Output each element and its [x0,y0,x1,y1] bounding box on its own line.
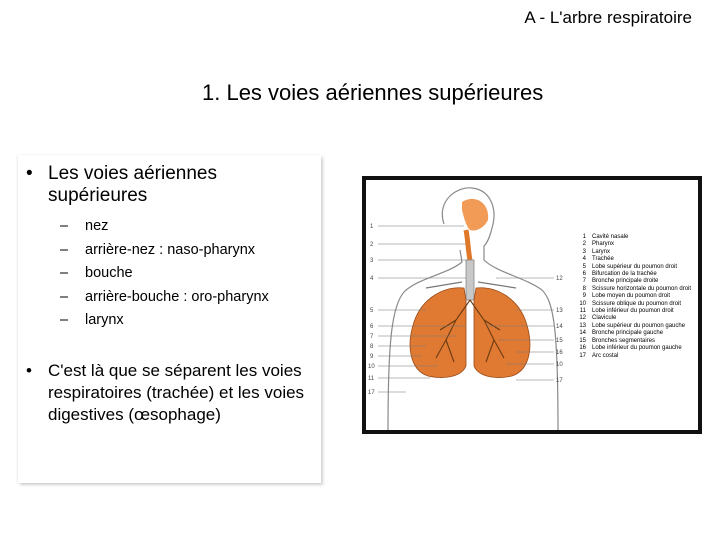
figure-label: 6 [370,324,374,330]
legend-number: 1 [582,234,586,240]
figure-legend [574,234,691,360]
legend-number: 5 [582,263,586,270]
bullet-text: C'est là que se séparent les voies respiratoires (trachée) et les voies digestives (œsophage) [48,361,305,424]
legend-label: Pharynx [592,241,615,248]
legend-number: 10 [579,300,586,307]
legend-row [574,338,691,345]
list-item-text: arrière-nez : naso-pharynx [85,241,256,258]
legend-number: 4 [582,256,586,263]
legend-row [574,241,691,248]
legend-row [574,353,691,360]
figure-label: 10 [368,364,375,370]
legend-label: Scissure horizontale du poumon droit [592,285,692,292]
figure-label: 8 [370,344,374,350]
legend-label: Lobe moyen du poumon droit [592,293,671,300]
legend-row [574,308,691,315]
trachea [466,260,474,300]
list-item-text: bouche [85,265,133,281]
slide-title: 1. Les voies aériennes supérieures [202,80,544,105]
pharynx [466,230,470,260]
legend-number: 6 [582,271,586,278]
legend-row [574,315,691,322]
legend-row [574,293,691,300]
legend-row [574,264,691,271]
figure-label: 17 [556,378,563,384]
section-title: A - L'arbre respiratoire [524,8,692,27]
legend-row [574,234,691,241]
list-item-text: nez [85,218,109,234]
legend-label: Clavicule [592,315,617,322]
respiratory-diagram [362,176,702,434]
legend-label: Larynx [592,248,611,255]
dash: – [60,241,69,258]
figure-label: 2 [370,242,374,248]
legend-number: 11 [579,308,586,315]
figure-label: 10 [556,362,563,368]
figure-label: 14 [556,324,563,330]
legend-label: Lobe supérieur du poumon droit [592,263,678,270]
legend-row [574,323,691,330]
legend-label: Lobe inférieur du poumon gauche [592,345,682,352]
legend-number: 2 [582,241,586,248]
dash: – [60,312,69,328]
legend-number: 15 [579,337,586,344]
legend-number: 17 [579,352,586,359]
figure-label: 16 [556,350,563,356]
legend-row [574,286,691,293]
figure-label: 13 [556,308,563,314]
figure-label: 15 [556,338,563,344]
dash: – [60,265,69,281]
legend-label: Bronche principale droite [592,278,659,285]
legend-row [574,256,691,263]
legend-number: 13 [579,322,586,329]
figure-label: 11 [368,376,375,382]
legend-label: Lobe inférieur du poumon droit [592,308,674,315]
bullet-dot: • [26,163,33,184]
figure-label: 4 [370,276,374,282]
legend-label: Scissure oblique du poumon droit [592,300,682,307]
figure-label: 9 [370,354,374,360]
legend-row [574,249,691,256]
legend-row [574,301,691,308]
legend-label: Bifurcation de la trachée [592,271,657,278]
nasal-airway [462,199,488,231]
legend-number: 7 [582,278,586,285]
legend-row [574,330,691,337]
legend-number: 14 [579,330,586,337]
bullet-text: Les voies aériennes supérieures [48,163,217,206]
figure-label: 1 [370,224,374,230]
legend-number: 3 [582,248,586,255]
legend-label: Arc costal [592,352,619,359]
figure-label: 7 [370,334,374,340]
legend-number: 9 [582,293,586,300]
legend-row [574,271,691,278]
legend-row [574,345,691,352]
legend-row [574,278,691,285]
figure-label: 12 [556,276,563,282]
bullet-dot: • [26,361,32,380]
legend-label: Cavité nasale [592,234,629,240]
dash: – [60,218,69,234]
legend-number: 12 [579,315,586,322]
legend-label: Trachée [592,256,614,263]
dash: – [60,288,69,305]
figure-label: 17 [368,390,375,396]
legend-number: 8 [582,285,586,292]
legend-label: Bronche principale gauche [592,330,664,337]
figure-label: 5 [370,308,374,314]
legend-number: 16 [579,345,586,352]
figure-label: 3 [370,258,374,264]
list-item-text: larynx [85,312,124,328]
legend-label: Bronches segmentaires [592,337,656,344]
list-item-text: arrière-bouche : oro-pharynx [85,288,269,305]
right-lung [410,288,466,378]
legend-label: Lobe supérieur du poumon gauche [592,322,686,329]
